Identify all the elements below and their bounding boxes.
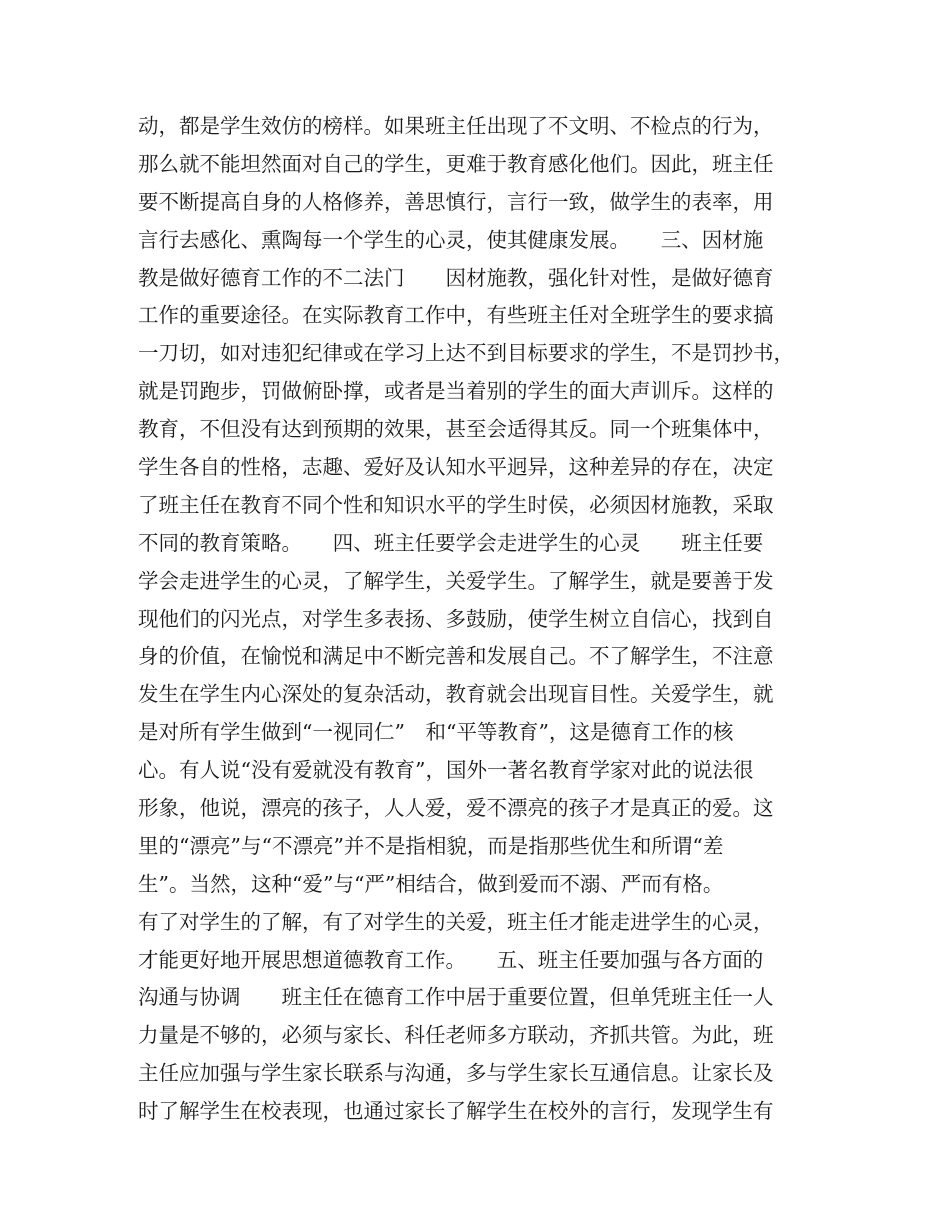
text-line: 沟通与协调 班主任在德育工作中居于重要位置，但单凭班主任一人 — [138, 985, 774, 1010]
text-line: 主任应加强与学生家长联系与沟通，多与学生家长互通信息。让家长及 — [138, 1061, 774, 1086]
text-line: 学生各自的性格，志趣、爱好及认知水平迥异，这种差异的存在，决定 — [138, 455, 774, 480]
text-line: 那么就不能坦然面对自己的学生，更难于教育感化他们。因此，班主任 — [138, 151, 774, 176]
text-line: 言行去感化、熏陶每一个学生的心灵，使其健康发展。 三、因材施 — [138, 227, 764, 252]
text-line: 就是罚跑步，罚做俯卧撑，或者是当着别的学生的面大声训斥。这样的 — [138, 379, 774, 404]
text-line: 生”。当然，这种“爱”与“严”相结合，做到爱而不溺、严而有格。 — [138, 871, 724, 896]
text-line: 是对所有学生做到“一视同仁” 和“平等教育”，这是德育工作的核 — [138, 720, 734, 745]
text-line: 工作的重要途径。在实际教育工作中，有些班主任对全班学生的要求搞 — [138, 303, 774, 328]
text-line: 身的价值，在愉悦和满足中不断完善和发展自己。不了解学生，不注意 — [138, 644, 774, 669]
text-line: 心。有人说“没有爱就没有教育”，国外一著名教育学家对此的说法很 — [138, 758, 754, 783]
text-line: 才能更好地开展思想道德教育工作。 五、班主任要加强与各方面的 — [138, 947, 764, 972]
text-line: 时了解学生在校表现，也通过家长了解学生在校外的言行，发现学生有 — [138, 1099, 774, 1124]
text-line: 动，都是学生效仿的榜样。如果班主任出现了不文明、不检点的行为， — [138, 114, 774, 138]
text-line: 发生在学生内心深处的复杂活动，教育就会出现盲目性。关爱学生，就 — [138, 682, 774, 707]
text-line: 形象，他说，漂亮的孩子，人人爱，爱不漂亮的孩子才是真正的爱。这 — [138, 796, 774, 821]
text-line: 教是做好德育工作的不二法门 因材施教，强化针对性，是做好德育 — [138, 265, 774, 290]
text-line: 了班主任在教育不同个性和知识水平的学生时侯，必须因材施教，采取 — [138, 492, 774, 517]
text-line: 要不断提高自身的人格修养，善思慎行，言行一致，做学生的表率，用 — [138, 189, 774, 214]
text-line: 里的“漂亮”与“不漂亮”并不是指相貌，而是指那些优生和所谓“差 — [138, 833, 724, 858]
text-line: 力量是不够的，必须与家长、科任老师多方联动，齐抓共管。为此，班 — [138, 1023, 774, 1048]
text-line: 不同的教育策略。 四、班主任要学会走进学生的心灵 班主任要 — [138, 530, 764, 555]
text-line: 现他们的闪光点，对学生多表扬、多鼓励，使学生树立自信心，找到自 — [138, 606, 774, 631]
text-line: 学会走进学生的心灵，了解学生，关爱学生。了解学生，就是要善于发 — [138, 568, 774, 593]
text-line: 教育，不但没有达到预期的效果，甚至会适得其反。同一个班集体中， — [138, 417, 774, 442]
text-line: 一刀切，如对违犯纪律或在学习上达不到目标要求的学生，不是罚抄书， — [138, 341, 794, 366]
text-line: 有了对学生的了解，有了对学生的关爱，班主任才能走进学生的心灵， — [138, 909, 774, 934]
body-text — [138, 108, 818, 1131]
